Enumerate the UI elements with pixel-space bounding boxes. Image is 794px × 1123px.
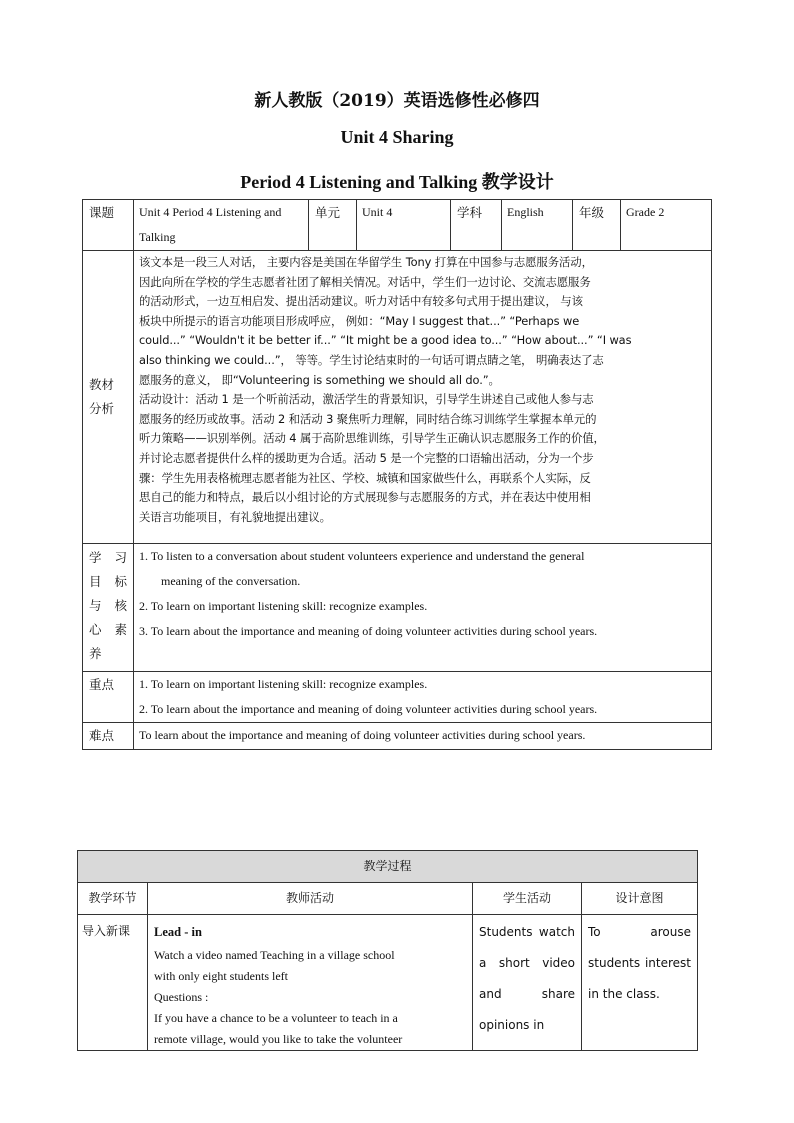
analysis-line: 骤：学生先用表格梳理志愿者能为社区、学校、城镇和国家做些什么，再联系个人实际，反 [139, 470, 591, 485]
goals-label-line: 学 习 [89, 550, 127, 565]
analysis-label-line: 分析 [89, 401, 115, 416]
key-points-text [134, 672, 712, 723]
col-teacher: 教师活动 [148, 883, 473, 915]
analysis-line: 关语言功能项目，有礼貌地提出建议。 [139, 509, 331, 524]
teacher-line: If you have a chance to be a volunteer to teach in a [154, 1011, 398, 1025]
analysis-line: 听力策略——识别举例。活动 4 属于高阶思维训练，引导学生正确认识志愿服务工作的价值， [139, 431, 605, 446]
teacher-line: with only eight students left [154, 969, 288, 983]
analysis-row [83, 251, 712, 544]
analysis-line: could...” “Wouldn't it be better if...” “It might be a good idea to...” “How about...” “I was [139, 333, 632, 348]
key-point-item: 1. To learn on important listening skill: recognize examples. [139, 677, 428, 691]
topic-label: 课题 [83, 200, 134, 251]
lead-in-heading: Lead - in [154, 925, 202, 939]
process-header: 教学过程 [78, 851, 698, 883]
topic-value: Unit 4 Period 4 Listening and Talking [134, 200, 309, 251]
period-title: Period 4 Listening and Talking 教学设计 [240, 172, 554, 192]
grade-value: Grade 2 [621, 200, 712, 251]
analysis-line: 的活动形式，一边互相启发、提出活动建议。听力对话中有较多句式用于提出建议， 与该 [139, 294, 583, 309]
analysis-line: 愿服务的经历或故事。活动 2 和活动 3 聚焦听力理解，同时结合练习训练学生掌握本单元的 [139, 411, 597, 426]
analysis-text [134, 251, 712, 544]
key-point-item: 2. To learn about the importance and meaning of doing volunteer activities during school years. [139, 702, 598, 716]
process-row [78, 915, 698, 1051]
col-intent: 设计意图 [582, 883, 698, 915]
goal-item-continuation: meaning of the conversation. [161, 574, 301, 588]
difficult-points-text: To learn about the importance and meaning of doing volunteer activities during school years. [134, 723, 712, 750]
design-intent-cell: To arouse students interest in the class. [582, 915, 698, 1051]
col-stage: 教学环节 [78, 883, 148, 915]
goals-label-line: 目 标 [89, 574, 127, 589]
analysis-line: 愿服务的意义， 即“Volunteering is something we should all do.”。 [139, 372, 500, 387]
analysis-line: 活动设计：活动 1 是一个听前活动，激活学生的背景知识，引导学生讲述自己或他人参与志 [139, 392, 594, 407]
unit-label: 单元 [309, 200, 357, 251]
analysis-line: also thinking we could...”， 等等。学生讨论结束时的一句话可谓点睛之笔， 明确表达了志 [139, 352, 604, 367]
key-points-row [83, 672, 712, 723]
subject-label: 学科 [451, 200, 502, 251]
teacher-line: Watch a video named Teaching in a village school [154, 948, 395, 962]
goals-label-line: 养 [89, 646, 102, 661]
process-header-row [78, 851, 698, 883]
teacher-activity-cell [148, 915, 473, 1051]
goals-row [83, 544, 712, 672]
teacher-line: remote village, would you like to take the volunteer [154, 1032, 403, 1046]
key-points-label: 重点 [83, 672, 134, 723]
goals-text [134, 544, 712, 672]
goal-item: 3. To learn about the importance and meaning of doing volunteer activities during school years. [139, 624, 598, 638]
subject-value: English [502, 200, 573, 251]
unit-title: Unit 4 Sharing [340, 127, 454, 147]
analysis-line: 因此向所在学校的学生志愿者社团了解相关情况。对话中，学生们一边讨论、交流志愿服务 [139, 274, 591, 289]
teacher-line: Questions : [154, 990, 209, 1004]
col-student: 学生活动 [473, 883, 582, 915]
stage-cell: 导入新课 [78, 915, 148, 1051]
goals-label-line: 心 素 [89, 622, 127, 637]
difficult-points-row [83, 723, 712, 750]
goal-item: 1. To listen to a conversation about student volunteers experience and understand the general [139, 549, 585, 563]
analysis-label [83, 251, 134, 544]
lesson-info-table [82, 199, 712, 750]
goals-label-line: 与 核 [89, 598, 127, 613]
teaching-process-table [77, 850, 698, 1051]
process-column-row [78, 883, 698, 915]
goals-label [83, 544, 134, 672]
analysis-line: 板块中所提示的语言功能项目形成呼应， 例如：“May I suggest that...” “Perhaps we [139, 313, 580, 328]
analysis-line: 思自己的能力和特点，最后以小组讨论的方式展现参与志愿服务的方式，并在表达中使用相 [139, 490, 591, 505]
analysis-line: 并讨论志愿者提供什么样的援助更为合适。活动 5 是一个完整的口语输出活动，分为一个步 [139, 450, 594, 465]
document-title: 新人教版（2019）英语选修性必修四 [254, 91, 540, 111]
analysis-line: 该文本是一段三人对话， 主要内容是美国在华留学生 Tony 打算在中国参与志愿服务活动， [139, 255, 593, 269]
goal-item: 2. To learn on important listening skill: recognize examples. [139, 599, 428, 613]
student-activity-cell: Students watch a short video and share opinions in [473, 915, 582, 1051]
grade-label: 年级 [573, 200, 621, 251]
difficult-points-label: 难点 [83, 723, 134, 750]
unit-value: Unit 4 [357, 200, 451, 251]
analysis-label-line: 教材 [89, 377, 115, 392]
info-row [83, 200, 712, 251]
